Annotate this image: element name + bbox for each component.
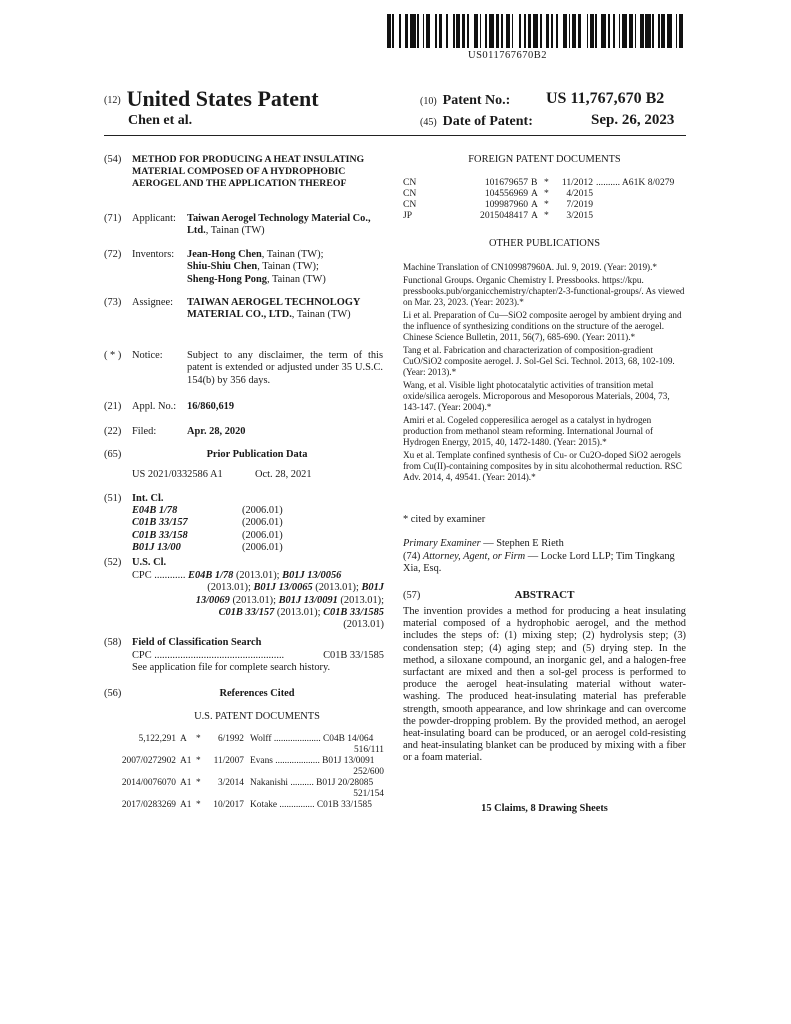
reference-row xyxy=(104,800,384,811)
ref-date: 3/2014 xyxy=(217,778,244,788)
inid-51: (51) xyxy=(104,493,122,504)
ref-name-class xyxy=(250,778,384,789)
ref-date: 6/1992 xyxy=(217,734,244,744)
foreign-date: 4/2015 xyxy=(566,188,593,199)
publication-item: Machine Translation of CN109987960A. Jul. 9, 2019. (Year: 2019).* xyxy=(403,262,658,272)
assignee-label: Assignee: xyxy=(132,297,173,308)
foreign-date: 11/2012 xyxy=(561,177,593,188)
ref-name: Kotake xyxy=(250,800,278,810)
ref-star: * xyxy=(196,800,201,810)
field-search-note: See application file for complete search history. xyxy=(132,662,331,674)
foreign-row xyxy=(403,188,677,199)
inventor-1-name: Jean-Hong Chen xyxy=(187,249,262,260)
ref-date: 11/2007 xyxy=(213,756,244,766)
int-cl-version: (2006.01) xyxy=(242,529,283,541)
foreign-class-code: A61K 8/0279 xyxy=(621,177,675,188)
int-cl-row xyxy=(132,542,372,554)
foreign-class xyxy=(596,188,677,199)
cpc-year: (2013.01); xyxy=(207,582,251,594)
ref-kind: A1 xyxy=(180,778,192,788)
foreign-number: 2015048417 xyxy=(480,210,528,221)
patent-number-line xyxy=(420,93,510,109)
ref-class: B01J 13/0091 xyxy=(322,756,375,766)
applicant-location: , Tainan (TW) xyxy=(205,225,265,237)
inventor-1 xyxy=(187,249,383,261)
inid-56: (56) xyxy=(104,688,122,699)
prior-publication-date: Oct. 28, 2021 xyxy=(255,469,312,480)
reference-row xyxy=(104,778,384,789)
cpc-line-5 xyxy=(132,619,384,631)
invention-title: METHOD FOR PRODUCING A HEAT INSULATING MATERIAL COMPOSED OF A HYDROPHOBIC AEROGEL AND THE APPLICATION THEREOF xyxy=(132,154,365,189)
ref-kind: A1 xyxy=(180,756,192,766)
foreign-country: CN xyxy=(403,177,417,188)
foreign-star: * xyxy=(544,210,549,221)
attorney-label: Attorney, Agent, or Firm xyxy=(422,551,526,562)
int-cl-code: C01B 33/157 xyxy=(132,517,188,529)
cpc-year: (2013.01) xyxy=(343,619,384,631)
inid-71: (71) xyxy=(104,213,122,224)
attorney-name: — Locke Lord LLP; Tim Tingkang Xia, Esq. xyxy=(403,551,675,575)
applicant xyxy=(187,213,383,238)
cpc-label: CPC xyxy=(132,570,152,581)
inventors-list xyxy=(187,249,383,286)
ref-class-secondary: 521/154 xyxy=(353,789,384,799)
applicant-name: Taiwan Aerogel Technology Material Co., Ltd. xyxy=(187,213,371,237)
foreign-date: 7/2019 xyxy=(566,199,593,210)
cpc-line-2 xyxy=(132,582,384,594)
cpc-dots: ............ xyxy=(154,570,186,581)
inventor-3-location: , Tainan (TW) xyxy=(266,273,326,285)
foreign-kind: A xyxy=(531,210,538,221)
prior-publication-number: US 2021/0332586 A1 xyxy=(132,469,223,480)
ref-number: 2017/0283269 xyxy=(121,800,176,810)
ref-date: 10/2017 xyxy=(213,800,244,810)
foreign-date: 3/2015 xyxy=(566,210,593,221)
int-cl-label: Int. Cl. xyxy=(132,493,164,504)
inid-21: (21) xyxy=(104,401,122,412)
publication-item: Functional Groups. Organic Chemistry I. Pressbooks. https://kpu. pressbooks.pub/organicchemistry/chapter/2-3-functional-groups/. As viewed on Mar. 23, 2023. (Year: 2023).* xyxy=(403,275,685,307)
foreign-number: 109987960 xyxy=(484,199,528,210)
patent-number: US 11,767,670 B2 xyxy=(546,90,665,107)
attorney xyxy=(403,551,686,576)
barcode-number: US011767670B2 xyxy=(468,50,548,61)
us-docs-heading: U.S. PATENT DOCUMENTS xyxy=(194,711,320,722)
foreign-kind: A xyxy=(531,188,538,199)
examiner-label: Primary Examiner xyxy=(403,538,481,549)
field-code: C01B 33/1585 xyxy=(323,650,384,661)
foreign-star: * xyxy=(544,199,549,210)
cpc-code: E04B 1/78 xyxy=(188,570,234,581)
ref-name-class xyxy=(250,800,384,811)
ref-class-secondary: 252/600 xyxy=(353,767,384,777)
ref-class: B01J 20/28085 xyxy=(316,778,374,788)
field-cpc-label xyxy=(132,650,284,662)
publication-item: Tang et al. Fabrication and characterization of composition-gradient CuO/SiO2 composite aerogel. J. Sol-Gel Sci. Technol. 2013, 68, 102-109. (Year: 2013).* xyxy=(403,345,675,377)
abstract-heading: ABSTRACT xyxy=(514,589,575,601)
field-dots: .................................................. xyxy=(154,650,285,661)
int-cl-code: C01B 33/158 xyxy=(132,529,188,541)
barcode xyxy=(387,14,685,48)
inventor-3-name: Sheng-Hong Pong xyxy=(187,273,267,285)
us-references-table xyxy=(104,734,384,811)
int-cl-row xyxy=(132,530,372,542)
primary-examiner xyxy=(403,538,686,550)
cpc-code: B01J 13/0065 xyxy=(253,582,313,594)
int-cl-code: B01J 13/00 xyxy=(132,541,181,553)
ref-name-class xyxy=(250,756,384,767)
date-label: Date of Patent: xyxy=(442,114,533,129)
foreign-country: CN xyxy=(403,199,417,210)
inid-73: (73) xyxy=(104,297,122,308)
ref-class: C01B 33/1585 xyxy=(316,800,372,810)
inid-57: (57) xyxy=(403,590,421,601)
inventors-short: Chen et al. xyxy=(128,113,193,128)
ref-class-secondary: 516/111 xyxy=(353,745,384,755)
foreign-star: * xyxy=(544,177,549,188)
other-publications-list xyxy=(403,262,686,485)
assignee xyxy=(187,297,373,322)
ref-kind: A xyxy=(180,734,187,744)
foreign-star: * xyxy=(544,188,549,199)
cpc-code: C01B 33/1585 xyxy=(323,606,384,618)
inid-74: (74) xyxy=(403,551,421,562)
patent-no-label: Patent No.: xyxy=(442,93,511,108)
ref-kind: A1 xyxy=(180,800,192,810)
foreign-kind: A xyxy=(531,199,538,210)
ref-dots: ................... xyxy=(275,756,320,766)
ref-name-class xyxy=(250,734,384,745)
applicant-label: Applicant: xyxy=(132,213,176,224)
inid-65: (65) xyxy=(104,449,122,460)
other-publications-heading: OTHER PUBLICATIONS xyxy=(488,238,601,249)
int-cl-list xyxy=(132,505,372,554)
int-cl-row xyxy=(132,517,372,529)
foreign-number: 101679657 xyxy=(484,177,528,188)
inventor-3 xyxy=(187,274,383,286)
cpc-year: (2013.01); xyxy=(235,570,280,581)
foreign-references-table xyxy=(403,177,677,221)
cpc-code: 13/0069 xyxy=(195,594,230,606)
patent-type-title xyxy=(104,86,319,112)
assignee-name: TAIWAN AEROGEL TECHNOLOGY MATERIAL CO., LTD. xyxy=(187,297,361,321)
cpc-line-1 xyxy=(132,570,384,582)
inventors-label: Inventors: xyxy=(132,249,175,260)
ref-dots: .......... xyxy=(290,778,314,788)
header-rule xyxy=(104,135,686,136)
cpc-year: (2013.01); xyxy=(315,582,359,594)
field-cpc: CPC xyxy=(132,650,152,661)
foreign-row xyxy=(403,177,677,188)
publication-item: Amiri et al. Cogeled copperesilica aerogel as a catalyst in hydrogen production from methanol steam reforming. International Journal of Hydrogen Energy, 2015, 40, 1472-1480. (Year: 2015).* xyxy=(403,415,654,447)
inventor-2 xyxy=(187,261,383,273)
reference-row-cont xyxy=(104,789,384,800)
foreign-row xyxy=(403,199,677,210)
ref-number: 2007/0272902 xyxy=(121,756,176,766)
ref-star: * xyxy=(196,778,201,788)
cpc-year: (2013.01); xyxy=(232,594,277,606)
ref-number: 5,122,291 xyxy=(138,734,176,744)
foreign-row xyxy=(403,210,677,221)
inid-72: (72) xyxy=(104,249,122,260)
foreign-number: 104556969 xyxy=(484,188,528,199)
references-heading: References Cited xyxy=(219,688,295,699)
prior-publication-heading: Prior Publication Data xyxy=(206,449,308,460)
claims-summary: 15 Claims, 8 Drawing Sheets xyxy=(481,803,608,814)
cpc-code: B01J xyxy=(361,582,384,594)
cpc-year: (2013.01); xyxy=(276,606,321,618)
inid-22: (22) xyxy=(104,426,122,437)
reference-row xyxy=(104,734,384,745)
inid-10: (10) xyxy=(420,96,437,107)
ref-name: Evans xyxy=(250,756,273,766)
foreign-class xyxy=(596,210,677,221)
inid-12: (12) xyxy=(104,95,121,107)
notice-label: Notice: xyxy=(132,350,163,361)
filed-label: Filed: xyxy=(132,426,157,437)
publication-item: Li et al. Preparation of Cu—SiO2 composite aerogel by ambient drying and the influence of synthesizing conditions on the structure of the aerogel. Chinese Science Bulletin, 2011, 56(7), 685-690. (Year: 2011).* xyxy=(403,310,682,342)
barcode-bar xyxy=(683,14,685,48)
publication-item: Wang, et al. Visible light photocatalytic activities of transition metal oxide/silica aerogels. Microporous and Mesoporous Materials, 2004, 73, 143-147. (Year: 2004).* xyxy=(403,380,670,412)
int-cl-code: E04B 1/78 xyxy=(132,505,178,516)
ref-name: Wolff xyxy=(250,734,272,744)
ref-class: C04B 14/064 xyxy=(323,734,374,744)
foreign-class xyxy=(596,177,677,188)
abstract-text: The invention provides a method for producing a heat insulating material composed of a hydrophobic aerogel, and the method includes the steps of: (1) mixing step; (2) hydrolysis step; (3) condensation step; (4) aging step; and (5) drying step. In the method, a siloxane compound, an inorganic gel, and a halogen-free surfactant are mixed and then a sol-gel process is performed to produce the aerogel heat-insulating material without water-washing. The produced heat-insulating material has preferable strength, smooth appearance, and low shrinkage and can overcome the powder-dropping problem. By the provided method, an aerogel heat-insulating board can be produced, or an aerogel cold-resisting and heat-insulating blanket can be produced by mixing with a fiber or a foam material. xyxy=(403,606,686,764)
us-cl-label: U.S. Cl. xyxy=(132,557,167,568)
field-search-label: Field of Classification Search xyxy=(132,637,262,648)
ref-number: 2014/0076070 xyxy=(121,778,176,788)
ref-star: * xyxy=(196,756,201,766)
int-cl-version: (2006.01) xyxy=(242,541,283,553)
inid-54: (54) xyxy=(104,154,122,165)
cpc-code: B01J 13/0056 xyxy=(282,570,342,581)
foreign-docs-heading: FOREIGN PATENT DOCUMENTS xyxy=(468,154,621,165)
assignee-location: , Tainan (TW) xyxy=(291,309,351,321)
inid-58: (58) xyxy=(104,637,122,648)
cpc-line-3 xyxy=(132,595,384,607)
reference-row-cont xyxy=(104,767,384,778)
cpc-code: B01J 13/0091 xyxy=(278,594,338,606)
ref-name: Nakanishi xyxy=(250,778,289,788)
ref-star: * xyxy=(196,734,201,744)
date-line xyxy=(420,114,533,130)
int-cl-version: (2006.01) xyxy=(242,517,283,529)
appl-no: 16/860,619 xyxy=(187,401,235,412)
foreign-class xyxy=(596,199,677,210)
ref-dots: ............... xyxy=(279,800,315,810)
reference-row xyxy=(104,756,384,767)
filed-date: Apr. 28, 2020 xyxy=(187,426,246,437)
reference-row-cont xyxy=(104,745,384,756)
field-search-cpc xyxy=(132,650,384,662)
title-text: United States Patent xyxy=(126,86,319,111)
foreign-kind: B xyxy=(531,177,538,188)
cpc-line-4 xyxy=(132,607,384,619)
appl-no-label: Appl. No.: xyxy=(132,401,177,412)
patent-date: Sep. 26, 2023 xyxy=(591,112,675,128)
inventor-2-name: Shiu-Shiu Chen xyxy=(187,261,258,273)
inventor-2-location: , Tainan (TW); xyxy=(257,261,319,273)
int-cl-version: (2006.01) xyxy=(242,505,283,516)
examiner-name: — Stephen E Rieth xyxy=(483,538,564,549)
inventor-1-location: , Tainan (TW); xyxy=(261,249,324,260)
foreign-country: JP xyxy=(403,210,413,221)
inid-52: (52) xyxy=(104,557,122,568)
cpc-classification xyxy=(132,570,384,631)
ref-dots: .................... xyxy=(273,734,321,744)
notice-text: Subject to any disclaimer, the term of this patent is extended or adjusted under 35 U.S.C. 154(b) by 356 days. xyxy=(187,350,383,386)
publication-item: Xu et al. Template confined synthesis of Cu- or Cu2O-doped SiO2 aerogels from Cu(II)-containing composites by in situ alcohothermal reduction. RSC Adv. 2014, 4, 49541. (Year: 2014).* xyxy=(403,450,682,482)
foreign-dots: .......... xyxy=(596,177,620,188)
int-cl-row xyxy=(132,505,372,517)
inid-45: (45) xyxy=(420,117,437,128)
cited-by-examiner-note: * cited by examiner xyxy=(403,514,486,525)
field-search xyxy=(132,650,384,675)
inid-notice: ( * ) xyxy=(104,350,122,361)
cpc-code: C01B 33/157 xyxy=(218,606,275,618)
cpc-year: (2013.01); xyxy=(340,594,384,606)
foreign-country: CN xyxy=(403,188,417,199)
